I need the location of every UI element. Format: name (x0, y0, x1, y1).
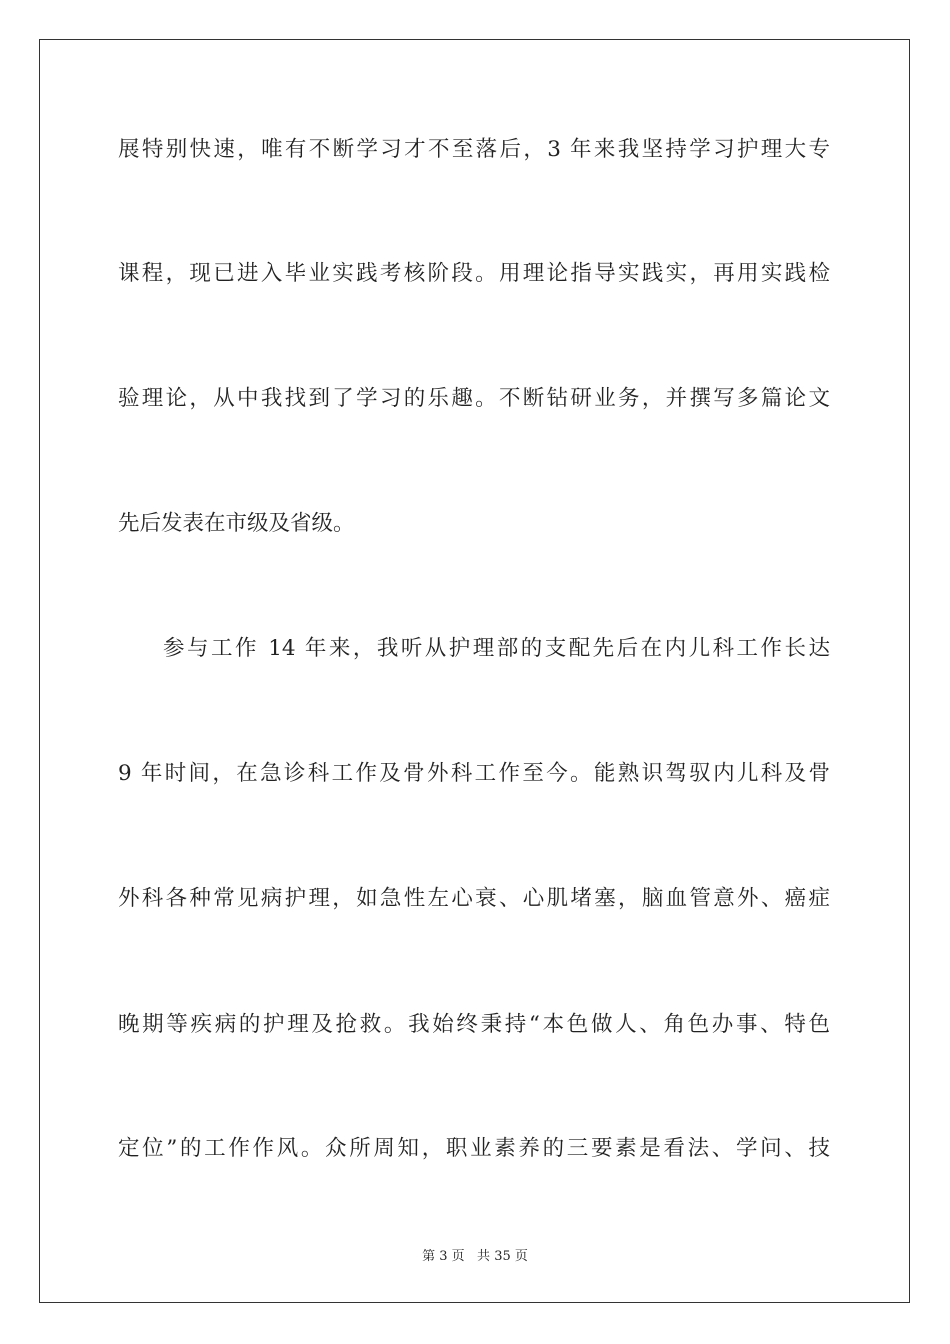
paragraph-line-8: 晚期等疾病的护理及抢救。我始终秉持“本色做人、角色办事、特色 (118, 1012, 830, 1037)
paragraph-line-2: 课程，现已进入毕业实践考核阶段。用理论指导实践实，再用实践检 (118, 261, 830, 286)
paragraph-line-3: 验理论，从中我找到了学习的乐趣。不断钻研业务，并撰写多篇论文 (118, 386, 830, 411)
paragraph-line-1: 展特别快速，唯有不断学习才不至落后，3 年来我坚持学习护理大专 (118, 137, 830, 162)
paragraph-line-5: 参与工作 14 年来，我听从护理部的支配先后在内儿科工作长达 (163, 636, 830, 661)
paragraph-line-7: 外科各种常见病护理，如急性左心衰、心肌堵塞，脑血管意外、癌症 (118, 886, 830, 911)
paragraph-line-4: 先后发表在市级及省级。 (118, 511, 355, 536)
paragraph-line-6: 9 年时间，在急诊科工作及骨外科工作至今。能熟识驾驭内儿科及骨 (118, 761, 830, 786)
page-border (39, 39, 910, 1303)
page-number-footer: 第 3 页 共 35 页 (422, 1249, 528, 1264)
paragraph-line-9: 定位”的工作作风。众所周知，职业素养的三要素是看法、学问、技 (118, 1136, 830, 1161)
